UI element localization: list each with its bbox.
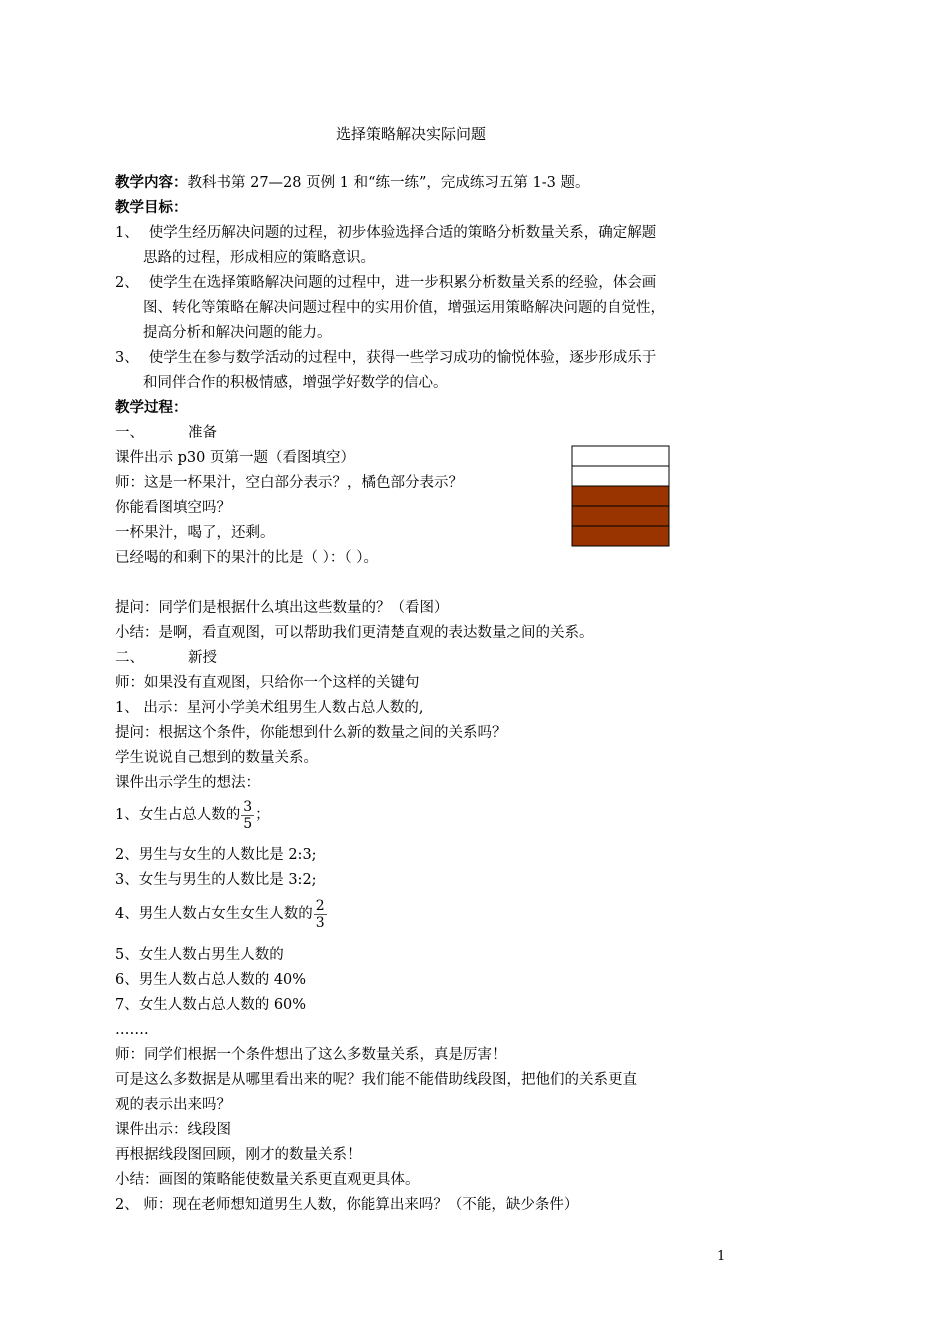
- new-line: 师：如果没有直观图，只给你一个这样的关键句: [115, 675, 420, 691]
- goal-2-line-1: [115, 273, 656, 293]
- goal-1-line-2: 思路的过程，形成相应的策略意识。: [143, 250, 375, 266]
- section-title: 新授: [188, 650, 217, 666]
- idea-4: [115, 896, 328, 932]
- idea-line: 6、男生人数占总人数的 40%: [115, 972, 307, 988]
- idea-text: 4、男生人数占女生女生人数的: [115, 906, 313, 922]
- new-line: 提问：根据这个条件，你能想到什么新的数量之间的关系吗？: [115, 725, 507, 741]
- body-line: 可是这么多数据是从哪里看出来的呢？我们能不能借助线段图，把他们的关系更直: [115, 1072, 637, 1088]
- goal-1-line-1: [115, 223, 656, 243]
- summary-line: 小结：是啊，看直观图，可以帮助我们更清楚直观的表达数量之间的关系。: [115, 625, 594, 641]
- section-number: 一、: [115, 425, 144, 441]
- goal-heading: 教学目标：: [115, 199, 188, 216]
- denominator: 3: [315, 914, 325, 931]
- content-text: 教科书第 27—28 页例 1 和“练一练”，完成练习五第 1-3 题。: [187, 175, 590, 191]
- section-title: 准备: [188, 425, 217, 441]
- document-title: 选择策略解决实际问题: [336, 125, 487, 143]
- goal-number: 2、: [115, 275, 139, 291]
- fraction-3-5: [241, 799, 254, 832]
- cup-empty-part: [572, 446, 669, 466]
- new-line: 学生说说自己想到的数量关系。: [115, 750, 318, 766]
- cup-juice-part: [572, 526, 669, 546]
- prep-line: 课件出示 p30 页第一题（看图填空）: [115, 450, 355, 466]
- teaching-content: [115, 173, 589, 193]
- prep-line: 一杯果汁，喝了，还剩。: [115, 525, 275, 541]
- idea-tail: ；: [255, 807, 270, 823]
- body-line: 2、 师：现在老师想知道男生人数，你能算出来吗？（不能，缺少条件）: [115, 1197, 579, 1213]
- denominator: 5: [243, 815, 253, 832]
- numerator: 2: [315, 897, 325, 914]
- body-line: 课件出示：线段图: [115, 1122, 231, 1138]
- idea-line: 5、女生人数占男生人数的: [115, 947, 284, 963]
- section-1-heading: [115, 423, 217, 443]
- goal-3-line-1: [115, 348, 656, 368]
- goal-text: 使学生经历解决问题的过程，初步体验选择合适的策略分析数量关系，确定解题: [148, 225, 657, 241]
- new-line: 1、 出示：星河小学美术组男生人数占总人数的,: [115, 700, 424, 716]
- cup-juice-part: [572, 486, 669, 506]
- goal-2-line-3: 提高分析和解决问题的能力。: [143, 325, 332, 341]
- cup-parts: [572, 446, 669, 546]
- teacher-line: 师：同学们根据一个条件想出了这么多数量关系，真是厉害！: [115, 1047, 507, 1063]
- prep-line: 师：这是一杯果汁，空白部分表示？，橘色部分表示？: [115, 475, 463, 491]
- prep-line: 已经喝的和剩下的果汁的比是（ ）：（ ）。: [115, 550, 378, 566]
- cup-empty-part: [572, 466, 669, 486]
- body-line: 再根据线段图回顾，刚才的数量关系！: [115, 1147, 362, 1163]
- goal-number: 3、: [115, 350, 139, 366]
- numerator: 3: [243, 798, 253, 815]
- new-line: 课件出示学生的想法：: [115, 775, 260, 791]
- section-number: 二、: [115, 650, 144, 666]
- content-label: 教学内容：: [115, 174, 188, 191]
- fraction-2-3: [314, 898, 327, 931]
- juice-cup-diagram: [571, 445, 671, 548]
- question-line: 提问：同学们是根据什么填出这些数量的？（看图）: [115, 600, 449, 616]
- goal-3-line-2: 和同伴合作的积极情感，增强学好数学的信心。: [143, 375, 448, 391]
- idea-1: [115, 797, 270, 833]
- prep-line: 你能看图填空吗？: [115, 500, 231, 516]
- idea-3: 3、女生与男生的人数比是 3:2;: [115, 872, 317, 888]
- body-line: 观的表示出来吗？: [115, 1097, 231, 1113]
- page-number: 1: [717, 1249, 726, 1264]
- goal-text: 使学生在选择策略解决问题的过程中，进一步积累分析数量关系的经验，体会画: [148, 275, 657, 291]
- goal-text: 使学生在参与数学活动的过程中，获得一些学习成功的愉悦体验，逐步形成乐于: [148, 350, 657, 366]
- ellipsis-line: …….: [115, 1022, 149, 1038]
- idea-2: 2、男生与女生的人数比是 2:3;: [115, 847, 317, 863]
- idea-text: 1、女生占总人数的: [115, 807, 241, 823]
- process-heading: 教学过程：: [115, 399, 188, 416]
- cup-juice-part: [572, 506, 669, 526]
- goal-number: 1、: [115, 225, 139, 241]
- section-2-heading: [115, 648, 217, 668]
- summary-line: 小结：画图的策略能使数量关系更直观更具体。: [115, 1172, 420, 1188]
- idea-line: 7、女生人数占总人数的 60%: [115, 997, 307, 1013]
- goal-2-line-2: 图、转化等策略在解决问题过程中的实用价值，增强运用策略解决问题的自觉性，: [143, 300, 665, 316]
